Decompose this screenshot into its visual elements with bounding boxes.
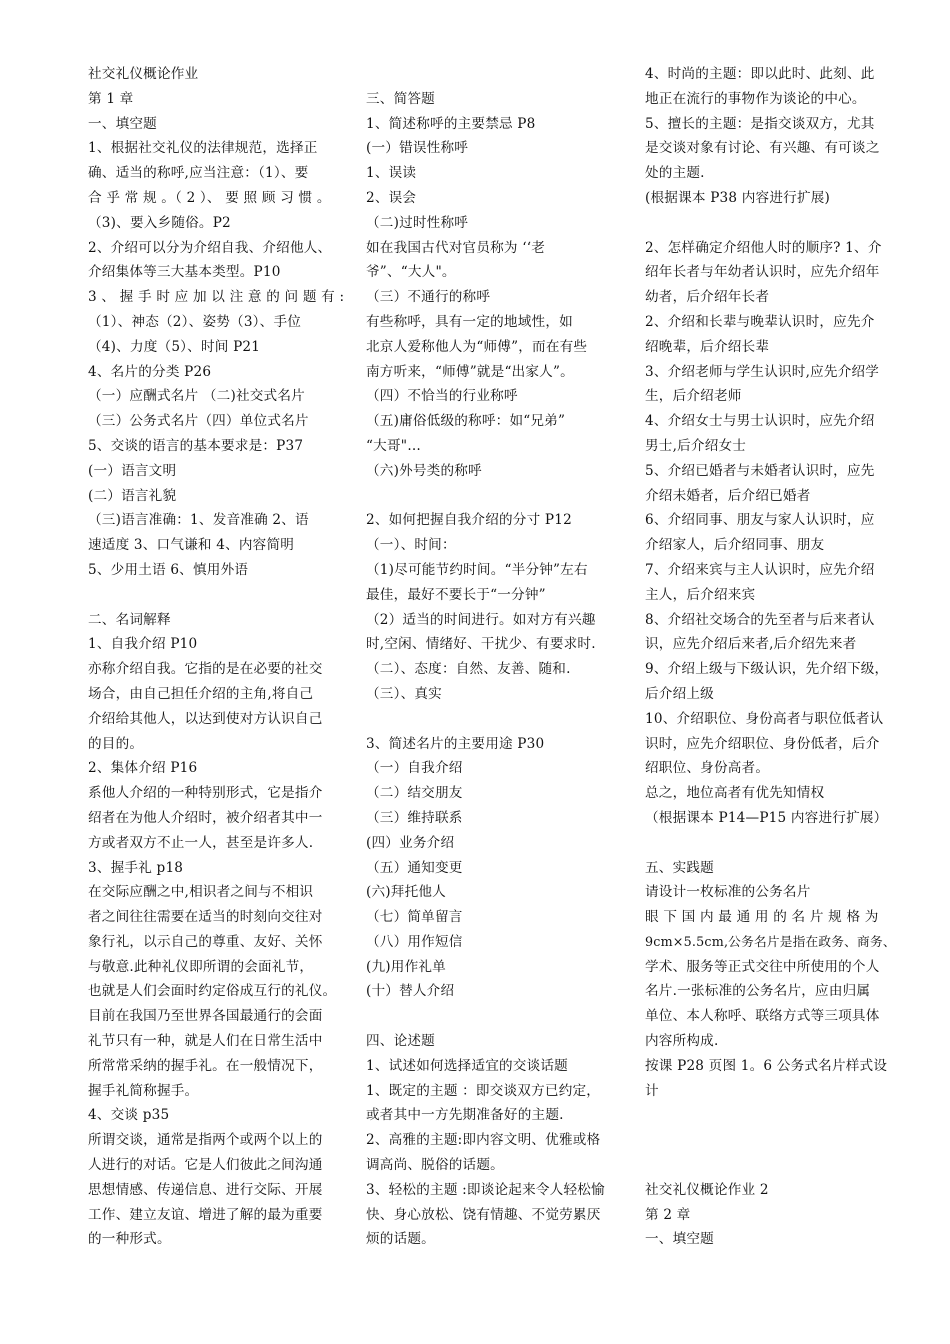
text-line: 2、怎样确定介绍他人时的顺序? 1、介 (645, 239, 882, 256)
text-line: 8、介绍社交场合的先至者与后来者认 (645, 611, 875, 628)
text-line: 3 、 握 手 时 应 加 以 注 意 的 问 题 有 : (88, 289, 345, 306)
text-line: 7、介绍来宾与主人认识时，应先介绍 (645, 561, 875, 578)
text-line: 5、擅长的主题：是指交谈双方，尤其 (645, 115, 875, 132)
text-line: （一）自我介绍 (366, 760, 463, 777)
text-line (645, 831, 900, 856)
text-line: （八）用作短信 (366, 933, 463, 950)
text-line: 四、论述题 (366, 1033, 435, 1050)
text-line: 思想情感、传递信息、进行交际、开展 (88, 1181, 323, 1198)
text-line: 时,空闲、情绪好、干扰少、有要求时. (366, 636, 596, 653)
text-line: 1、既定的主题 ：即交谈双方已约定， (366, 1082, 601, 1099)
column-left (88, 62, 364, 1252)
text-line: (二）语言礼貌 (88, 487, 177, 504)
text-line: 南方听来，“师傅”就是“出家人”。 (366, 363, 574, 380)
text-line: 工作、建立友谊、增进了解的最为重要 (88, 1206, 323, 1223)
text-line: 主人，后介绍来宾 (645, 586, 756, 603)
text-line: 社交礼仪概论作业 (88, 66, 199, 82)
text-line: 识时，应先介绍职位、身份低者，后介 (645, 735, 880, 752)
text-line: （三）维持联系 (366, 809, 463, 826)
text-line: 绍职位、身份高者。 (645, 760, 770, 777)
text-line: 五、实践题 (645, 859, 714, 876)
text-line: 9cm×5.5cm,公务名片是指在政务、商务、 (645, 933, 896, 949)
text-line: 识，应先介绍后来者,后介绍先来者 (645, 636, 857, 653)
text-line: 象行礼，以示自己的尊重、友好、关怀 (88, 933, 323, 950)
text-line: 绍者在为他人介绍时，被介绍者其中一 (88, 809, 323, 826)
text-line: 人进行的对话。它是人们彼此之间沟通 (88, 1157, 323, 1174)
text-line: 内容所构成. (645, 1033, 719, 1050)
text-line: 4、交谈 p35 (88, 1107, 170, 1124)
text-line: 礼节只有一种，就是人们在日常生活中 (88, 1033, 323, 1050)
text-line: 如在我国古代对官员称为 ‘‘老 (366, 239, 546, 256)
text-line: 的目的。 (88, 735, 144, 752)
text-line: 5、少用土语 6、慎用外语 (88, 561, 249, 578)
text-line: 烦的话题。 (366, 1231, 435, 1248)
text-line: 名片.一张标准的公务名片，应由归属 (645, 983, 871, 1000)
text-line: 系他人介绍的一种特别形式，它是指介 (88, 785, 323, 802)
text-line: 眼 下 国 内 最 通 用 的 名 片 规 格 为 (645, 909, 879, 926)
text-line: 北京人爱称他人为“师傅”，而在有些 (366, 338, 588, 355)
text-line: 方或者双方不止一人，甚至是许多人. (88, 834, 314, 851)
text-line: 2、介绍可以分为介绍自我、介绍他人、 (88, 239, 332, 256)
text-line: （一）应酬式名片 （二)社交式名片 (88, 388, 305, 405)
text-line: 1、自我介绍 P10 (88, 636, 198, 653)
text-line: 3、轻松的主题 :即谈论起来令人轻松愉 (366, 1181, 605, 1198)
text-line: 所谓交谈，通常是指两个或两个以上的 (88, 1132, 323, 1149)
text-line: 1、误读 (366, 165, 417, 182)
text-line: 或者其中一方先期准备好的主题. (366, 1107, 564, 1124)
text-line: 处的主题. (645, 165, 705, 182)
text-line: 介绍集体等三大基本类型。P10 (88, 264, 281, 281)
text-line: 3、介绍老师与学生认识时,应先介绍学 (645, 363, 880, 380)
text-line: 所常常采纳的握手礼。在一般情况下， (88, 1057, 323, 1074)
text-line: 有些称呼，具有一定的地域性，如 (366, 313, 573, 330)
text-line: 单位、本人称呼、联络方式等三项具体 (645, 1008, 880, 1025)
text-line: （二）、态度：自然、友善、随和. (366, 661, 571, 678)
text-line: 最佳，最好不要长于“一分钟” (366, 586, 546, 603)
text-line: （三）公务式名片（四）单位式名片 (88, 413, 309, 430)
text-line: 地正在流行的事物作为谈论的中心。 (645, 90, 866, 107)
text-line: 1、简述称呼的主要禁忌 P8 (366, 115, 536, 132)
text-line: 亦称介绍自我。它指的是在必要的社交 (88, 661, 323, 678)
text-line: （三）、真实 (366, 685, 442, 702)
text-line: (十）替人介绍 (366, 983, 455, 1000)
text-line (88, 583, 364, 608)
text-line: 9、介绍上级与下级认识，先介绍下级， (645, 661, 889, 678)
column-right (645, 62, 900, 1252)
text-line (645, 211, 900, 236)
text-line: 一、填空题 (88, 115, 157, 132)
text-line: 3、握手礼 p18 (88, 859, 184, 876)
text-line: （二）结交朋友 (366, 785, 463, 802)
text-line: 社交礼仪概论作业 2 (645, 1181, 769, 1198)
text-line: （一）、时间： (366, 537, 456, 554)
text-line: 总之，地位高者有优先知情权 (645, 785, 825, 802)
text-line: 三、简答题 (366, 90, 435, 107)
text-line: (四）业务介绍 (366, 834, 455, 851)
text-line (645, 1128, 900, 1153)
text-line: 第 1 章 (88, 90, 134, 107)
text-line: (一）错误性称呼 (366, 140, 469, 157)
text-line: 10、介绍职位、身份高者与职位低者认 (645, 710, 884, 727)
text-line: 幼者，后介绍年长者 (645, 289, 770, 306)
text-line: (根据课本 P38 内容进行扩展) (645, 189, 831, 206)
text-line (366, 707, 614, 732)
text-line: 2、如何把握自我介绍的分寸 P12 (366, 512, 572, 529)
text-line: 合 乎 常 规 。（ 2 ）、 要 照 顾 习 惯 。 (88, 189, 331, 206)
text-line (645, 1153, 900, 1178)
text-line (366, 1004, 614, 1029)
text-line: 2、介绍和长辈与晚辈认识时，应先介 (645, 313, 875, 330)
text-line: （二)过时性称呼 (366, 214, 469, 231)
text-line: 2、高雅的主题:即内容文明、优雅或格 (366, 1132, 601, 1149)
text-line (366, 62, 614, 87)
text-line: 爷”、“大人"。 (366, 264, 456, 281)
text-line: 1、根据社交礼仪的法律规范，选择正 (88, 140, 318, 157)
text-line: 快、身心放松、饶有情趣、不觉劳累厌 (366, 1206, 601, 1223)
text-line: 1、试述如何选择适宜的交谈话题 (366, 1057, 568, 1074)
text-line: 计 (645, 1082, 659, 1099)
text-line: （四）不恰当的行业称呼 (366, 388, 518, 405)
text-line: 是交谈对象有讨论、有兴趣、有可谈之 (645, 140, 880, 157)
text-line: （1)尽可能节约时间。“半分钟”左右 (366, 561, 588, 578)
text-line: （4)、力度（5）、时间 P21 (88, 338, 261, 355)
text-line: (九)用作礼单 (366, 958, 446, 975)
text-line: 3、简述名片的主要用途 P30 (366, 735, 545, 752)
text-line: （3)、要入乡随俗。P2 (88, 214, 231, 231)
column-middle (366, 62, 614, 1252)
text-line: 学术、服务等正式交往中所使用的个人 (645, 958, 880, 975)
text-line: 介绍给其他人，以达到使对方认识自己 (88, 710, 323, 727)
text-line: （七）简单留言 (366, 909, 463, 926)
text-line: 也就是人们会面时约定俗成互行的礼仪。 (88, 983, 337, 1000)
text-line: (一）语言文明 (88, 462, 177, 479)
text-line: 请设计一枚标准的公务名片 (645, 884, 811, 901)
text-line: 介绍家人，后介绍同事、朋友 (645, 537, 825, 554)
text-line (645, 1103, 900, 1128)
text-line: 目前在我国乃至世界各国最通行的会面 (88, 1008, 323, 1025)
text-line: 与敬意.此种礼仪即所谓的会面礼节， (88, 958, 314, 975)
text-line: 4、时尚的主题：即以此时、此刻、此 (645, 66, 875, 82)
text-line: (六)拜托他人 (366, 884, 446, 901)
text-line: 在交际应酬之中,相识者之间与不相识 (88, 884, 314, 901)
text-line: 调高尚、脱俗的话题。 (366, 1157, 504, 1174)
text-line: （五)庸俗低级的称呼：如“兄弟” (366, 413, 566, 430)
text-line: 第 2 章 (645, 1206, 691, 1223)
text-line (366, 484, 614, 509)
text-line: 5、介绍已婚者与未婚者认识时，应先 (645, 462, 875, 479)
text-line: 握手礼简称握手。 (88, 1082, 199, 1099)
text-line: 4、介绍女士与男士认识时，应先介绍 (645, 413, 875, 430)
text-line: 的一种形式。 (88, 1231, 171, 1248)
text-line: 生，后介绍老师 (645, 388, 742, 405)
text-line: 4、名片的分类 P26 (88, 363, 212, 380)
text-line: 者之间往往需要在适当的时刻向交往对 (88, 909, 323, 926)
text-line: （三）不通行的称呼 (366, 289, 491, 306)
text-line: （六)外号类的称呼 (366, 462, 482, 479)
text-line: 5、交谈的语言的基本要求是：P37 (88, 437, 304, 454)
text-line: 确、适当的称呼,应当注意：（1）、要 (88, 165, 309, 182)
text-line: 速适度 3、口气谦和 4、内容简明 (88, 537, 295, 554)
text-line: （1）、神态（2）、姿势（3）、手位 (88, 313, 302, 330)
text-line: 6、介绍同事、朋友与家人认识时，应 (645, 512, 875, 529)
text-line: 一、填空题 (645, 1231, 714, 1248)
text-line: 绍晚辈，后介绍长辈 (645, 338, 770, 355)
text-line: 2、误会 (366, 189, 417, 206)
text-line: 按课 P28 页图 1。6 公务式名片样式设 (645, 1057, 888, 1074)
text-line: 2、集体介绍 P16 (88, 760, 198, 777)
text-line: 男士,后介绍女士 (645, 437, 747, 454)
text-line: （根据课本 P14—P15 内容进行扩展） (645, 809, 888, 826)
text-line: “大哥"… (366, 437, 421, 454)
text-line: 场合，由自己担任介绍的主角,将自己 (88, 685, 314, 702)
text-line: 介绍未婚者，后介绍已婚者 (645, 487, 811, 504)
text-line: （2）适当的时间进行。如对方有兴趣 (366, 611, 596, 628)
text-line: 后介绍上级 (645, 685, 714, 702)
text-line: 二、名词解释 (88, 611, 171, 628)
text-line: （三)语言准确：1、发音准确 2、语 (88, 512, 309, 529)
text-line: （五）通知变更 (366, 859, 463, 876)
text-line: 绍年长者与年幼者认识时，应先介绍年 (645, 264, 880, 281)
